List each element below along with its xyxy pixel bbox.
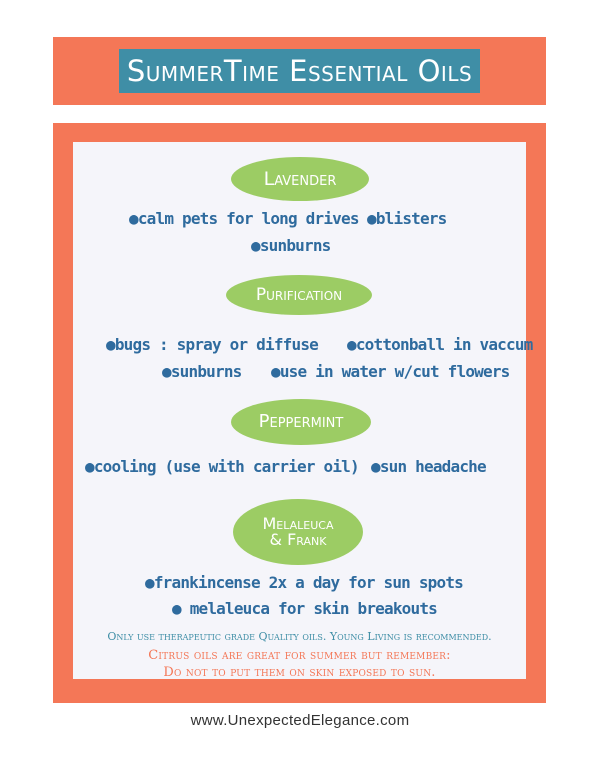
- melaleuca-heading: [233, 499, 363, 565]
- lavender-item-text: calm pets for long drives: [137, 209, 359, 228]
- peppermint-item-text: cooling (use with carrier oil): [93, 457, 359, 476]
- citrus-note-line1: Citrus oils are great for summer but remember:: [148, 648, 451, 663]
- lavender-heading-text: Lavender: [263, 167, 337, 190]
- melaleuca-heading-line1: Melaleuca: [262, 514, 334, 533]
- bullet-icon: ●: [371, 457, 380, 476]
- melaleuca-item-text: melaleuca for skin breakouts: [189, 599, 438, 618]
- peppermint-heading-text: Peppermint: [258, 411, 344, 432]
- peppermint-item: [371, 457, 486, 476]
- bullet-icon: ●: [172, 599, 181, 618]
- purification-item-text: sunburns: [170, 362, 242, 381]
- bullet-icon: ●: [251, 236, 260, 255]
- purification-item: [271, 362, 510, 381]
- bullet-icon: ●: [129, 209, 138, 228]
- melaleuca-heading-line2: & Frank: [269, 530, 327, 549]
- bullet-icon: ●: [271, 362, 280, 381]
- purification-item: [106, 335, 318, 354]
- lavender-item: [251, 236, 331, 255]
- website-footer: www.UnexpectedElegance.com: [190, 712, 410, 729]
- bullet-icon: ●: [367, 209, 376, 228]
- bullet-icon: ●: [106, 335, 115, 354]
- peppermint-item-text: sun headache: [379, 457, 486, 476]
- page-title: SummerTime Essential Oils: [126, 54, 473, 88]
- purification-item-text: use in water w/cut flowers: [279, 362, 510, 381]
- title-band: [53, 37, 546, 105]
- main-frame: [53, 123, 546, 703]
- lavender-item: [129, 209, 359, 228]
- lavender-item-text: blisters: [375, 209, 447, 228]
- purification-item-text: cottonball in vaccum: [355, 335, 533, 354]
- purification-item-text: bugs : spray or diffuse: [114, 335, 318, 354]
- lavender-heading: [231, 157, 369, 201]
- bullet-icon: ●: [145, 573, 154, 592]
- title-box: [119, 49, 480, 93]
- peppermint-heading: [231, 399, 371, 445]
- purification-heading: [226, 275, 372, 315]
- lavender-item-text: sunburns: [259, 236, 331, 255]
- purification-item: [162, 362, 242, 381]
- lavender-item: [367, 209, 447, 228]
- melaleuca-item: [145, 573, 463, 592]
- bullet-icon: ●: [85, 457, 94, 476]
- melaleuca-item-text: frankincense 2x a day for sun spots: [153, 573, 463, 592]
- content-panel: [73, 142, 533, 680]
- bullet-icon: ●: [162, 362, 171, 381]
- quality-note: Only use therapeutic grade Quality oils. Young Living is recommended.: [107, 630, 492, 643]
- citrus-note-line2: Do not to put them on skin exposed to sun.: [163, 665, 436, 680]
- purification-heading-text: Purification: [255, 284, 343, 305]
- bullet-icon: ●: [347, 335, 356, 354]
- purification-item: [347, 335, 533, 354]
- melaleuca-item: [172, 599, 437, 618]
- peppermint-item: [85, 457, 359, 476]
